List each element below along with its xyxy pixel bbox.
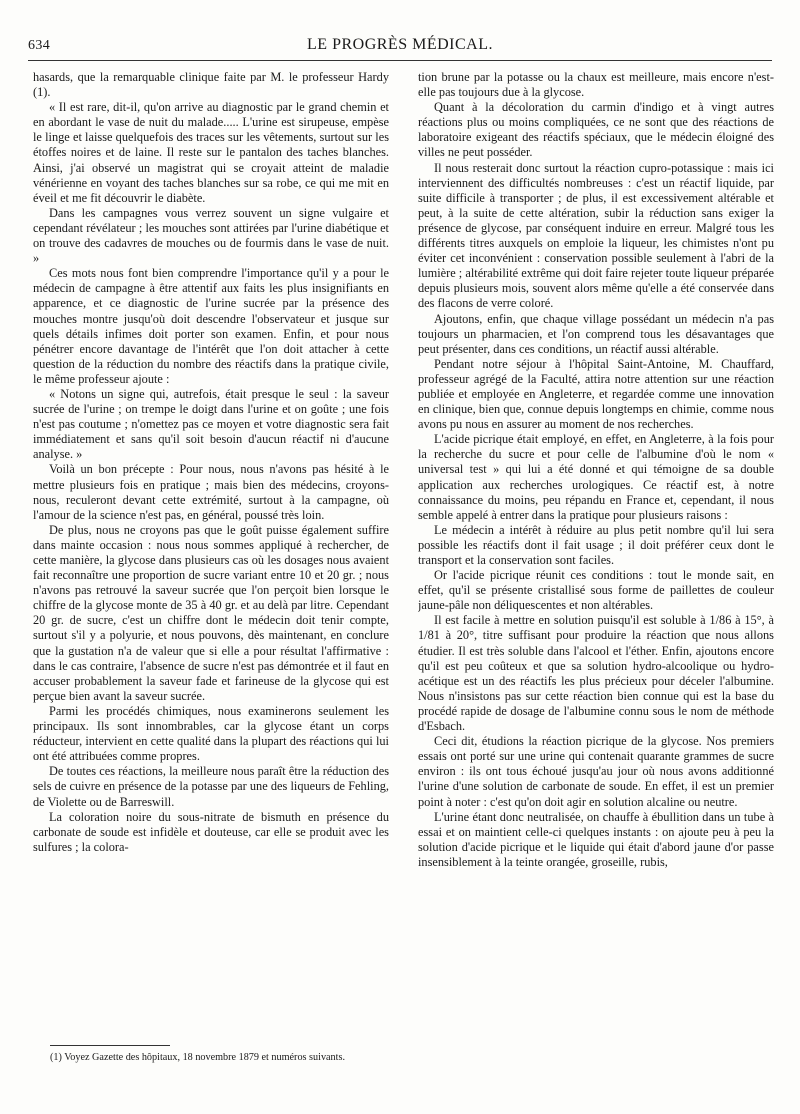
paragraph: Quant à la décoloration du carmin d'indigo et à vingt autres réactions plus ou moins compliquées, ce ne sont que des réactions de laboratoire exigeant des réactifs spéciaux, que le médecin éloigné des villes ne peut posséder. <box>418 100 774 160</box>
paragraph: De plus, nous ne croyons pas que le goût puisse également suffire dans mainte occasion : nous nous sommes appliqué à rechercher, de cette manière, la glycose dans plusieurs cas où les dosages nous avaient fait reconnaître une proportion de sucre variant entre 10 et 20 gr. ; nous n'avons pas retrouvé la saveur sucrée que l'on perçoit bien lorsque le chiffre de la glycose monte de 35 à 40 gr. et au delà par litre. Cependant 20 gr. de sucre, c'est un chiffre dont le médecin doit tenir compte, surtout s'il y a polyurie, et nous pouvons, dès maintenant, en conclure que la gustation n'a de valeur que si elle a pour résultat l'affirmative : dans le cas contraire, l'absence de sucre n'est pas démontrée et il faut en accuser probablement la saveur fade et farineuse de la glycose qui est perçue bien avant la saveur sucrée. <box>33 522 389 703</box>
header-rule <box>28 60 772 61</box>
paragraph: La coloration noire du sous-nitrate de bismuth en présence du carbonate de soude est infidèle et douteuse, car elle se produit avec les sulfures ; la colora- <box>33 809 389 854</box>
paragraph: L'urine étant donc neutralisée, on chauffe à ébullition dans un tube à essai et on maintient celle-ci quelques instants : on ajoute peu à peu la solution d'acide picrique et le liquide qui était d'abord jaune d'or passe insensiblement à la teinte orangée, groseille, rubis, <box>418 809 774 869</box>
journal-title: LE PROGRÈS MÉDICAL. <box>307 36 493 53</box>
paragraph: Voilà un bon précepte : Pour nous, nous n'avons pas hésité à le mettre plusieurs fois en pratique ; mais bien des médecins, croyons-nous, reculeront devant cette extrémité, surtout à la campagne, où l'amour de la science n'est pas, en général, poussé très loin. <box>33 462 389 522</box>
left-column <box>33 70 389 1090</box>
paragraph: hasards, que la remarquable clinique faite par M. le professeur Hardy (1). <box>33 70 389 100</box>
paragraph: « Il est rare, dit-il, qu'on arrive au diagnostic par le grand chemin et en abordant le vase de nuit du malade..... L'urine est sirupeuse, empèse le linge et laisse quelquefois des traces sur les vêtements, surtout sur les étoffes noires et de laine. Il reste sur le pantalon des taches blanches. Ainsi, j'ai observé un magistrat qui se croyait atteint de maladie vénérienne en voyant des taches blanches sur sa robe, ce qui me mit en éveil et me fit découvrir le diabète. <box>33 100 389 205</box>
paragraph: Ceci dit, étudions la réaction picrique de la glycose. Nos premiers essais ont porté sur une urine qui contenait quarante grammes de sucre environ : ils ont tous échoué jusqu'au jour où nous avons additionné l'urine d'une solution de carbonate de soude. En effet, il est un premier point à noter : c'est qu'on doit agir en solution alcaline ou neutre. <box>418 734 774 809</box>
paragraph: tion brune par la potasse ou la chaux est meilleure, mais encore n'est-elle pas toujours due à la glycose. <box>418 70 774 100</box>
paragraph: Il est facile à mettre en solution puisqu'il est soluble à 1/86 à 15°, à 1/81 à 20°, titre suffisant pour produire la réaction que nous allons étudier. Il est très soluble dans l'alcool et l'éther. Enfin, ajoutons encore qu'il est peu coûteux et que sa solution hydro-alcoolique ou hydro-acétique est un des réactifs les plus précieux pour déceler l'albumine. Nous n'insistons pas sur cette réaction bien connue qui est la base du procédé rapide de dosage de l'albumine connu sous le nom de méthode d'Esbach. <box>418 613 774 734</box>
paragraph: Ces mots nous font bien comprendre l'importance qu'il y a pour le médecin de campagne à être attentif aux faits les plus insignifiants en apparence, et ce diagnostic de l'urine sucrée par la présence des mouches montre jusqu'où doit descendre l'observateur et jusque sur quels détails infimes doit porter son examen. Enfin, et pour nous pénétrer encore davantage de l'intérêt que l'on doit attacher à cette question de la réduction du nombre des réactifs dans la pratique civile, le même professeur ajoute : <box>33 266 389 386</box>
paragraph: Pendant notre séjour à l'hôpital Saint-Antoine, M. Chauffard, professeur agrégé de la Faculté, attira notre attention sur une réaction publiée et employée en Angleterre, et regardée comme une innovation en clinique, bien que, connue depuis longtemps en chimie, comme nous avons pu nous en assurer au moment de nos recherches. <box>418 356 774 432</box>
footnote-rule <box>50 1045 170 1046</box>
paragraph: Il nous resterait donc surtout la réaction cupro-potassique : mais ici interviennent des difficultés nombreuses : c'est un réactif liquide, par suite difficile à transporter ; de plus, il est excessivement altérable et peut, à la suite de cette altération, subir la réduction sans exiger la présence de glycose, par conséquent induire en erreur. Malgré tous les différents titres auxquels on emploie la liqueur, les chimistes n'ont pu éviter cet inconvénient : conservation possible seulement à l'abri de la lumière ; altérabilité extrême qui doit faire rejeter toute liqueur préparée depuis plusieurs mois, souvent alors même qu'elle a été conservée dans des flacons de verre coloré. <box>418 160 774 311</box>
paragraph: Le médecin a intérêt à réduire au plus petit nombre qu'il lui sera possible les réactifs dont il fait usage ; il doit préférer ceux dont le transport et la conservation sont faciles. <box>418 522 774 567</box>
paragraph: Dans les campagnes vous verrez souvent un signe vulgaire et cependant révélateur ; les mouches sont attirées par l'urine diabétique et on trouve des cadavres de mouches ou de fourmis dans le vase de nuit. » <box>33 205 389 266</box>
footnote: (1) Voyez Gazette des hôpitaux, 18 novembre 1879 et numéros suivants. <box>50 1052 345 1063</box>
paragraph: Or l'acide picrique réunit ces conditions : tout le monde sait, en effet, qu'il se présente cristallisé sous forme de paillettes de couleur jaune-pâle non déliquescentes et non altérables. <box>418 568 774 613</box>
paragraph: De toutes ces réactions, la meilleure nous paraît être la réduction des sels de cuivre en présence de la potasse par une des liqueurs de Fehling, de Violette ou de Barreswill. <box>33 764 389 809</box>
paragraph: « Notons un signe qui, autrefois, était presque le seul : la saveur sucrée de l'urine ; on trempe le doigt dans l'urine et on goûte ; une fois n'est pas coutume ; n'omettez pas ce moyen et votre diagnostic sera fait immédiatement et sans qu'il soit besoin d'aucun réactif ni d'aucune analyse. » <box>33 386 389 462</box>
paragraph: Ajoutons, enfin, que chaque village possédant un médecin n'a pas toujours un pharmacien, et l'on comprend tous les désavantages que peut présenter, dans ces conditions, un réactif aussi altérable. <box>418 311 774 356</box>
page-number: 634 <box>28 38 51 53</box>
right-column <box>418 70 774 1090</box>
paragraph: L'acide picrique était employé, en effet, en Angleterre, à la fois pour la recherche du sucre et pour celle de l'albumine d'où le nom « universal test » qui lui a été donné et qui témoigne de sa double application aux recherches urologiques. Ce réactif est, à notre connaissance du moins, peu répandu en France et, cependant, il nous semble appelé à entrer dans la pratique pour plusieurs raisons : <box>418 432 774 522</box>
paragraph: Parmi les procédés chimiques, nous examinerons seulement les principaux. Ils sont innombrables, car la glycose étant un corps réducteur, intervient en cette qualité dans la plupart des réactions qui lui ont été attribuées comme propres. <box>33 703 389 764</box>
running-header <box>28 36 772 58</box>
